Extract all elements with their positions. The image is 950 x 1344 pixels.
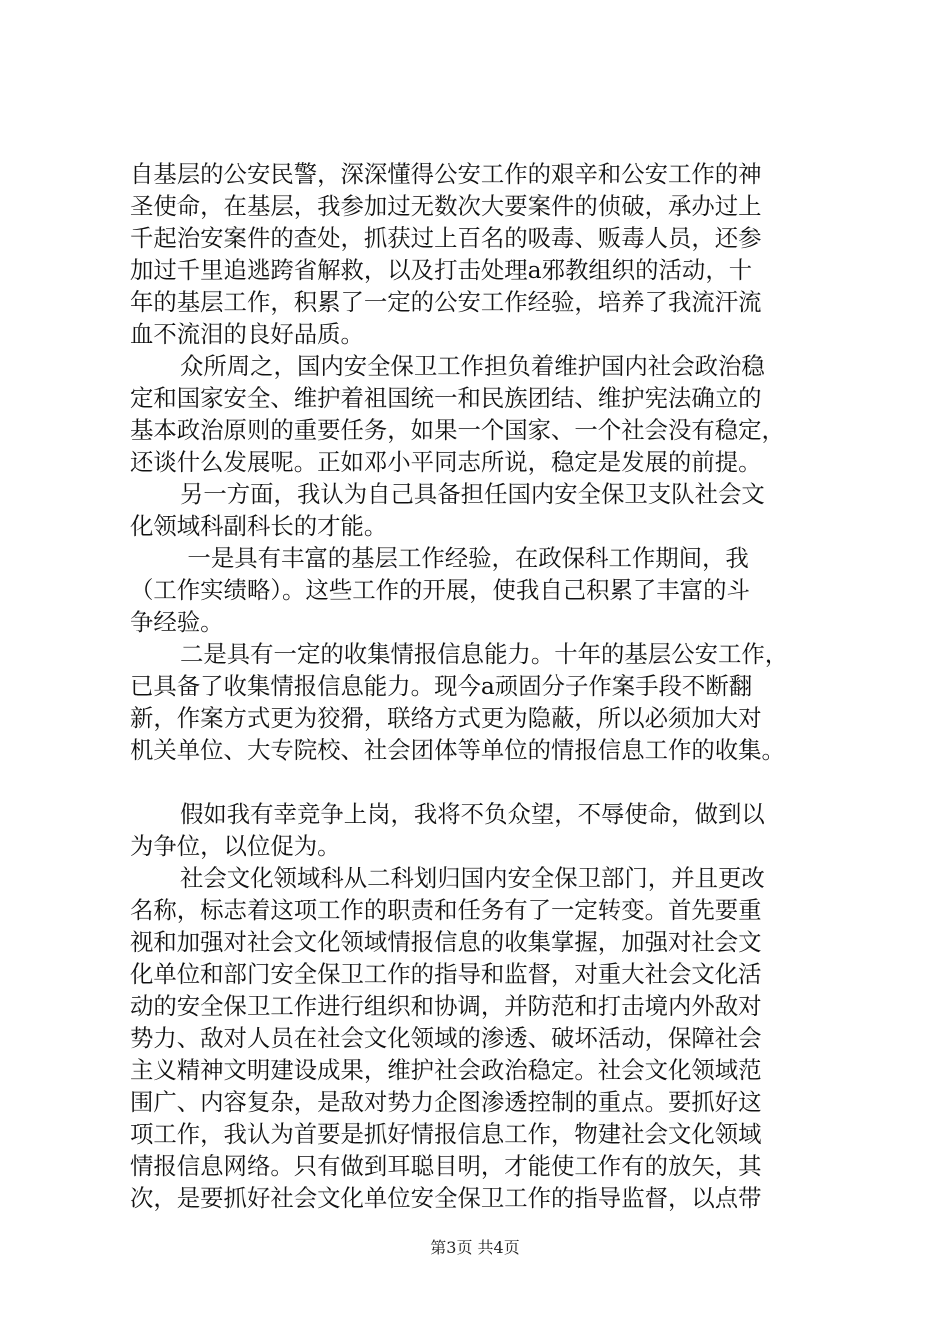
text-line: 动的安全保卫工作进行组织和协调，并防范和打击境内外敌对 xyxy=(130,992,762,1020)
text-line: 另一方面，我认为自己具备担任国内安全保卫支队社会文 xyxy=(180,480,765,508)
text-line: 围广、内容复杂，是敌对势力企图渗透控制的重点。要抓好这 xyxy=(130,1088,762,1116)
text-line: 争经验。 xyxy=(130,608,224,636)
text-line: 众所周之，国内安全保卫工作担负着维护国内社会政治稳 xyxy=(180,352,765,380)
text-line: 年的基层工作，积累了一定的公安工作经验，培养了我流汗流 xyxy=(130,288,762,316)
text-line: 千起治安案件的查处，抓获过上百名的吸毒、贩毒人员，还参 xyxy=(130,224,762,252)
text-line: 一是具有丰富的基层工作经验，在政保科工作期间，我 xyxy=(180,544,749,572)
text-line: 名称，标志着这项工作的职责和任务有了一定转变。首先要重 xyxy=(130,896,762,924)
text-line: 项工作，我认为首要是抓好情报信息工作，物建社会文化领域 xyxy=(130,1120,762,1148)
page-footer: 第3页 共4页 xyxy=(430,1238,520,1257)
text-line: 加过千里追逃跨省解救，以及打击处理a邪教组织的活动，十 xyxy=(130,256,753,284)
text-line: 圣使命，在基层，我参加过无数次大要案件的侦破，承办过上 xyxy=(130,192,762,220)
text-line: 次，是要抓好社会文化单位安全保卫工作的指导监督，以点带 xyxy=(130,1184,762,1212)
text-line: 已具备了收集情报信息能力。现今a顽固分子作案手段不断翻 xyxy=(130,672,753,700)
text-line: 新，作案方式更为狡猾，联络方式更为隐蔽，所以必须加大对 xyxy=(130,704,762,732)
text-line: 基本政治原则的重要任务，如果一个国家、一个社会没有稳定， xyxy=(130,416,785,444)
text-line: 自基层的公安民警，深深懂得公安工作的艰辛和公安工作的神 xyxy=(130,160,762,188)
text-line: 为争位，以位促为。 xyxy=(130,832,341,860)
text-line: 化领域科副科长的才能。 xyxy=(130,512,388,540)
text-line: 情报信息网络。只有做到耳聪目明，才能使工作有的放矢，其 xyxy=(130,1152,762,1180)
text-line: 主义精神文明建设成果，维护社会政治稳定。社会文化领域范 xyxy=(130,1056,762,1084)
text-line: 机关单位、大专院校、社会团体等单位的情报信息工作的收集。 xyxy=(130,736,785,764)
text-line: 定和国家安全、维护着祖国统一和民族团结、维护宪法确立的 xyxy=(130,384,762,412)
text-line: 势力、敌对人员在社会文化领域的渗透、破坏活动，保障社会 xyxy=(130,1024,762,1052)
text-line: 血不流泪的良好品质。 xyxy=(130,320,364,348)
text-line: （工作实绩略）。这些工作的开展，使我自己积累了丰富的斗 xyxy=(130,576,750,604)
text-line: 化单位和部门安全保卫工作的指导和监督，对重大社会文化活 xyxy=(130,960,762,988)
text-line: 视和加强对社会文化领域情报信息的收集掌握，加强对社会文 xyxy=(130,928,762,956)
text-line: 二是具有一定的收集情报信息能力。十年的基层公安工作， xyxy=(180,640,789,668)
text-line: 假如我有幸竞争上岗，我将不负众望，不辱使命，做到以 xyxy=(180,800,765,828)
text-line: 还谈什么发展呢。正如邓小平同志所说，稳定是发展的前提。 xyxy=(130,448,762,476)
text-line: 社会文化领域科从二科划归国内安全保卫部门，并且更改 xyxy=(180,864,765,892)
